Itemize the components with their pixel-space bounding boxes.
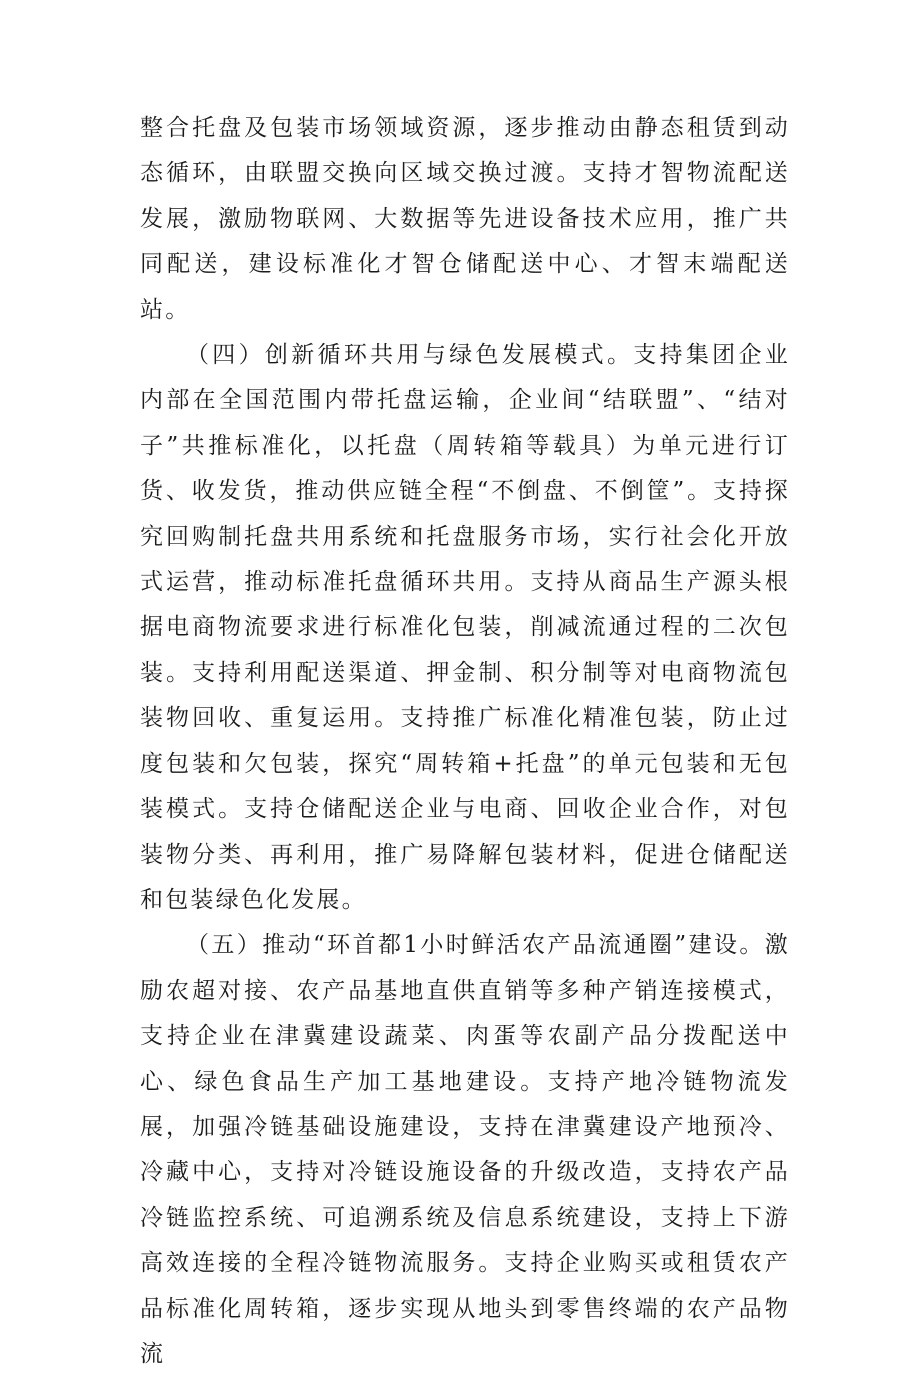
paragraph-section-four: （四）创新循环共用与绿色发展模式。支持集团企业内部在全国范围内带托盘运输，企业间“结联盟”、“结对子”共推标准化，以托盘（周转箱等载具）为单元进行订货、收发货，推动供应链全程“不倒盘、不倒筐”。支持探究回购制托盘共用系统和托盘服务市场，实行社会化开放式运营，推动标准托盘循环共用。支持从商品生产源头根据电商物流要求进行标准化包装，削减流通过程的二次包装。支持利用配送渠道、押金制、积分制等对电商物流包装物回收、重复运用。支持推广标准化精准包装，防止过度包装和欠包装，探究“周转箱+托盘”的单元包装和无包装模式。支持仓储配送企业与电商、回收企业合作，对包装物分类、再利用，推广易降解包装材料，促进仓储配送和包装绿色化发展。	[140, 342, 790, 913]
paragraph-section-five: （五）推动“环首都1小时鲜活农产品流通圈”建设。激励农超对接、农产品基地直供直销等多种产销连接模式，支持企业在津冀建设蔬菜、肉蛋等农副产品分拨配送中心、绿色食品生产加工基地建设。支持产地冷链物流发展，加强冷链基础设施建设，支持在津冀建设产地预冷、冷藏中心，支持对冷链设施设备的升级改造，支持农产品冷链监控系统、可追溯系统及信息系统建设，支持上下游高效连接的全程冷链物流服务。支持企业购买或租赁农产品标准化周转箱，逐步实现从地头到零售终端的农产品物流	[140, 932, 790, 1367]
paragraph-continuation: 整合托盘及包装市场领域资源，逐步推动由静态租赁到动态循环，由联盟交换向区域交换过渡。支持才智物流配送发展，激励物联网、大数据等先进设备技术应用，推广共同配送，建设标准化才智仓储配送中心、才智末端配送站。	[140, 115, 790, 323]
document-body	[140, 106, 790, 1377]
